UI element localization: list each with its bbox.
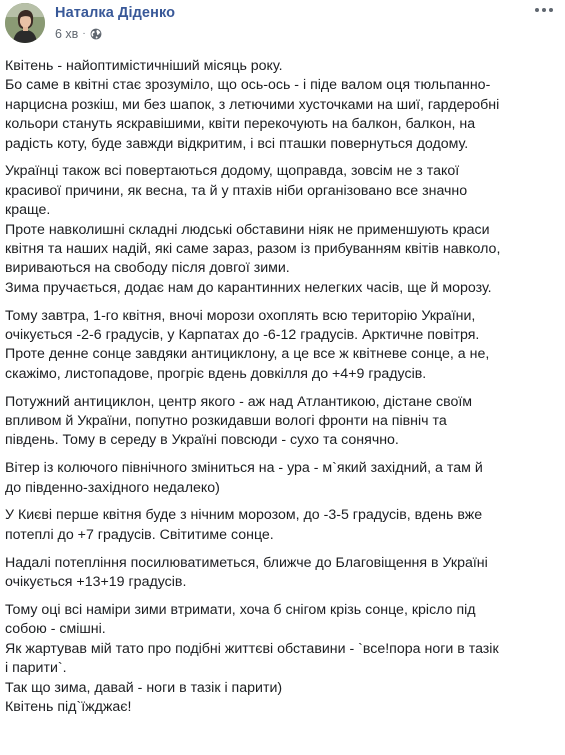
post-paragraph: У Києві перше квітня буде з нічним морозом, до -3-5 градусів, вдень вже потеплі до +7 градусів. Світитиме сонце.: [5, 507, 483, 543]
post-paragraph: Потужний антициклон, центр якого - аж над Атлантикою, дістане своїм впливом й України, попутно розкидавши вологі фронти на північ та південь. Тому в середу в Україні повсюди - сухо та сонячно.: [5, 393, 473, 449]
meta-separator: ·: [82, 27, 86, 39]
more-options-icon[interactable]: [533, 0, 555, 20]
post-paragraph: Надалі потепління посилюватиметься, ближче до Благовіщення в Україні очікується +13+19 градусів.: [5, 554, 488, 591]
post-paragraph: Тому оці всі наміри зими втримати, хоча б снігом крізь сонце, крісло під собою - смішні. Як жартував мій тато про подібні життєві обставини - `все!пора ноги в тазік і парити`. Так що зима, давай - ноги в тазік і парити) Квітень під`їжджає!: [5, 601, 499, 715]
post-text: [5, 57, 555, 726]
post-paragraph: Тому завтра, 1-го квітня, вночі морози охоплять всю територію України, очікується -2-6 градусів, у Карпатах до -6-12 градусів. Арктичне повітря. Проте денне сонце завдяки антициклону, а це все ж квітневе сонце, а не, скажімо, листопадове, прогріє вдень довкілля до +4+9 градусів.: [5, 307, 490, 382]
post-paragraph: Українці також всі повертаються додому, щоправда, зовсім не з такої красивої причини, як весна, та й у птахів ніби організовано все значно краще. Проте навколишні складні людські обставини ніяк не применшують краси квітня та наших надій, які саме зараз, разом із прибуванням квітів навколо, вириваються на свободу після довгої зими. Зима пручається, додає нам до карантинних нелегких часів, ще й морозу.: [5, 163, 501, 296]
post-paragraph: Вітер із колючого північного зміниться на - ура - м`який західний, а там й до південно-західного недалеко): [5, 460, 483, 496]
post-paragraph: Квітень - найоптимістичніший місяць року. Бо саме в квітні стає зрозуміло, що ось-ось - і піде валом оця тюльпанно- нарцисна розкіш, ми без шапок, з летючими хусточками на шиї, гардеробні кольори стануть яскравішими, квіти перекочують на балкон, балкон, на радість коту, буде завжди відкритим, і всі пташки повернуться додому.: [5, 58, 500, 152]
author-name[interactable]: Наталка Діденко: [55, 5, 176, 21]
post-header: [0, 0, 565, 56]
post-meta: [55, 27, 102, 41]
avatar-photo-icon: [5, 3, 45, 43]
avatar[interactable]: [5, 3, 45, 43]
post-timestamp[interactable]: 6 хв: [55, 27, 79, 41]
globe-icon[interactable]: [90, 28, 102, 40]
